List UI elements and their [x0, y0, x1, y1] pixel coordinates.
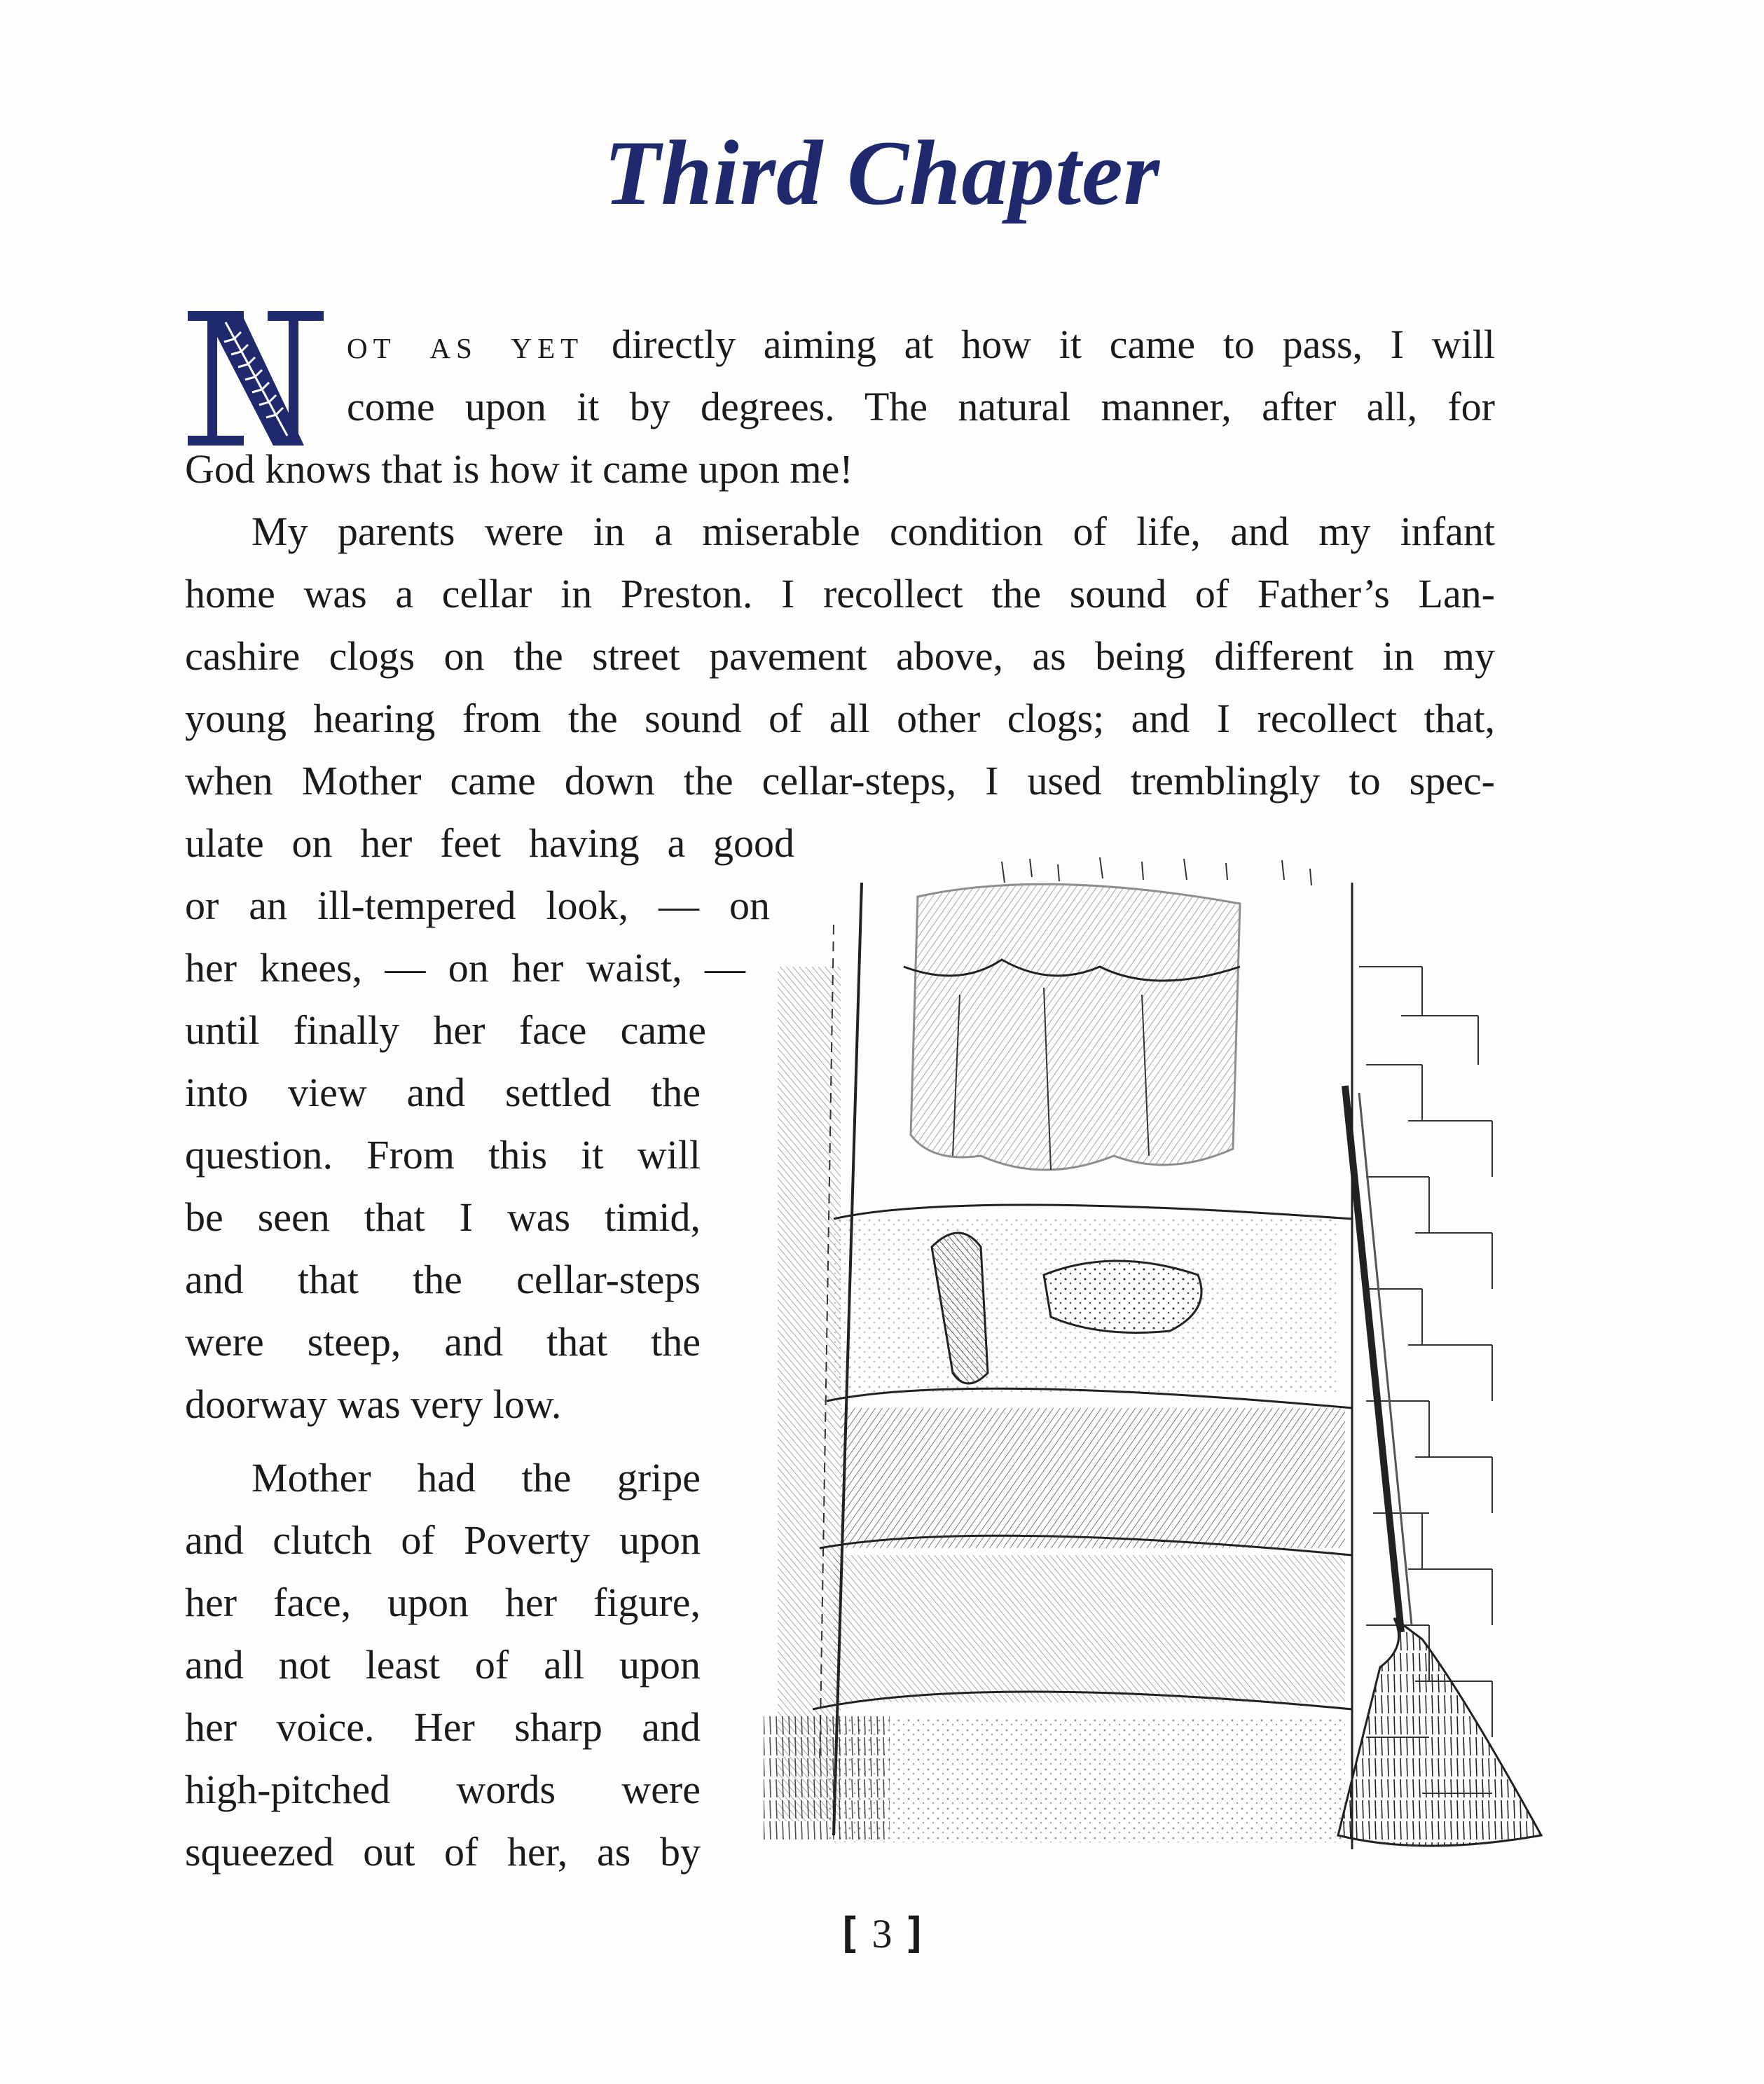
p2-line-4: young hearing from the sound of all other clogs; and I recollect that,: [185, 696, 1495, 741]
folio-number: 3: [871, 1911, 893, 1957]
p2-line-9: until finally her face came: [185, 1007, 706, 1053]
p3-line-4: and not least of all upon: [185, 1642, 701, 1688]
folio-right-bracket: ]: [902, 1909, 928, 1958]
p2-line-10: into view and settled the: [185, 1070, 701, 1115]
page-number: [0, 1909, 1764, 1958]
p2-line-15: doorway was very low.: [185, 1381, 562, 1427]
chapter-title: Third Chapter: [603, 121, 1161, 224]
p2-line-12: be seen that I was timid,: [185, 1194, 701, 1240]
p3-line-1: Mother had the gripe: [251, 1455, 701, 1500]
p1-line-2: come upon it by degrees. The natural manner, after all, for: [347, 384, 1495, 429]
cellar-steps-illustration: [750, 855, 1576, 1877]
p2-line-7: or an ill-tempered look, — on: [185, 883, 770, 928]
folio-left-bracket: [: [836, 1909, 862, 1958]
p2-line-8: her knees, — on her waist, —: [185, 945, 745, 991]
p3-line-5: her voice. Her sharp and: [185, 1704, 701, 1750]
p2-line-14: were steep, and that the: [185, 1319, 701, 1365]
drop-cap-ornament: [184, 308, 331, 448]
p1-lead-smallcaps: ot as yet: [347, 322, 584, 367]
p3-line-7: squeezed out of her, as by: [185, 1829, 701, 1875]
p2-line-6: ulate on her feet having a good: [185, 820, 794, 866]
p2-line-2: home was a cellar in Preston. I recollect the sound of Father’s Lan-: [185, 571, 1495, 616]
p3-line-2: and clutch of Poverty upon: [185, 1517, 701, 1563]
p1-line-3: God knows that is how it came upon me!: [185, 446, 853, 492]
p1-line-1: [347, 314, 1495, 375]
p3-line-3: her face, upon her figure,: [185, 1580, 701, 1625]
p2-line-3: cashire clogs on the street pavement above, as being different in my: [185, 633, 1495, 679]
p1-line-1-rest: directly aiming at how it came to pass, I will: [611, 322, 1496, 367]
p2-line-13: and that the cellar-steps: [185, 1257, 701, 1302]
p3-line-6: high-pitched words were: [185, 1767, 701, 1812]
p2-line-11: question. From this it will: [185, 1132, 701, 1178]
p2-line-1: My parents were in a miserable condition of life, and my infant: [251, 509, 1495, 554]
p2-line-5: when Mother came down the cellar-steps, I used tremblingly to spec-: [185, 758, 1495, 803]
